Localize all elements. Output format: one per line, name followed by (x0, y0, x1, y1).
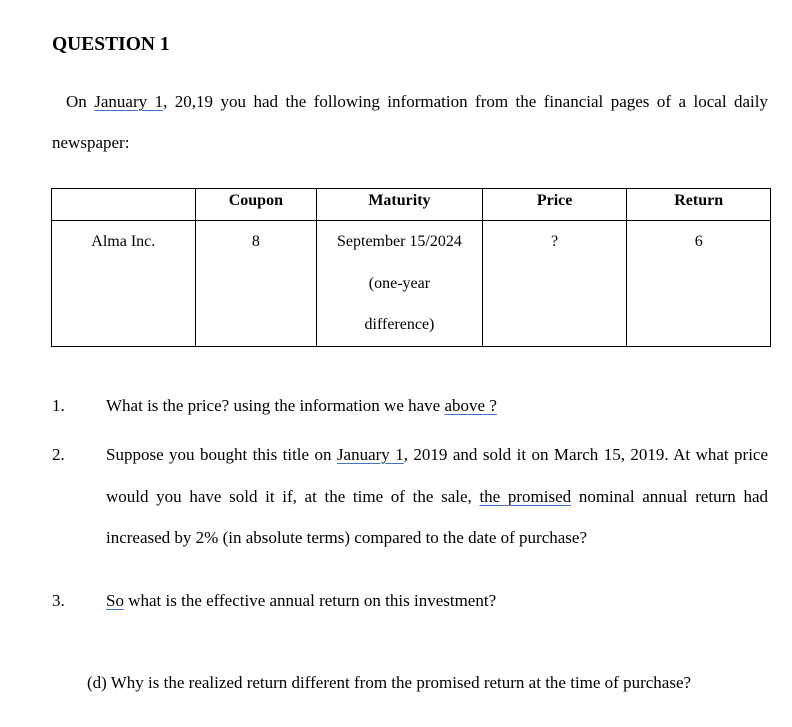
question-2-part-b: , 2019 and sold it on March 15, 2019. At what price would you have sold it if, at the time of the sale, (106, 445, 769, 506)
intro-paragraph (52, 81, 768, 163)
question-3-number: 3. (52, 591, 65, 610)
question-1-number: 1. (52, 396, 65, 415)
maturity-line-3: difference) (364, 316, 435, 333)
header-coupon: Coupon (195, 189, 317, 221)
header-price: Price (482, 189, 627, 221)
question-2-number: 2. (52, 445, 65, 464)
header-maturity: Maturity (317, 189, 483, 221)
question-1-underlined: above ? (444, 396, 497, 415)
cell-coupon: 8 (195, 221, 317, 347)
question-heading: QUESTION 1 (52, 34, 170, 55)
question-3-text (106, 580, 768, 622)
question-2-part-c: nominal annual return had increased by 2% (in absolute terms) compared to the date of purchase? (106, 486, 769, 547)
question-2-phrase: the promised (479, 486, 572, 506)
question-1-text-part: What is the price? using the information we have (106, 396, 445, 415)
question-1-text (106, 385, 768, 427)
intro-part1: On (66, 92, 95, 111)
bond-info-table (51, 188, 771, 347)
cell-price: ? (482, 221, 627, 347)
question-d: (d) Why is the realized return different from the promised return at the time of purchase? (87, 673, 692, 692)
cell-maturity (317, 221, 483, 347)
header-blank (52, 189, 196, 221)
intro-date: January 1 (94, 92, 164, 111)
question-3-underlined: So (106, 591, 124, 610)
question-2-text (106, 434, 768, 559)
header-return: Return (627, 189, 771, 221)
cell-company: Alma Inc. (52, 221, 196, 347)
question-3-text-part: what is the effective annual return on this investment? (123, 591, 497, 610)
table-header-row (52, 189, 771, 221)
maturity-line-2: (one-year (368, 274, 431, 292)
maturity-line-1: September 15/2024 (337, 233, 462, 250)
table-row (52, 221, 771, 347)
question-2-part-a: Suppose you bought this title on (106, 445, 337, 464)
question-2-date: January 1 (336, 445, 404, 464)
intro-part2: , 20,19 you had the following information from the financial pages of a local daily newspaper: (52, 92, 769, 152)
cell-return: 6 (627, 221, 771, 347)
